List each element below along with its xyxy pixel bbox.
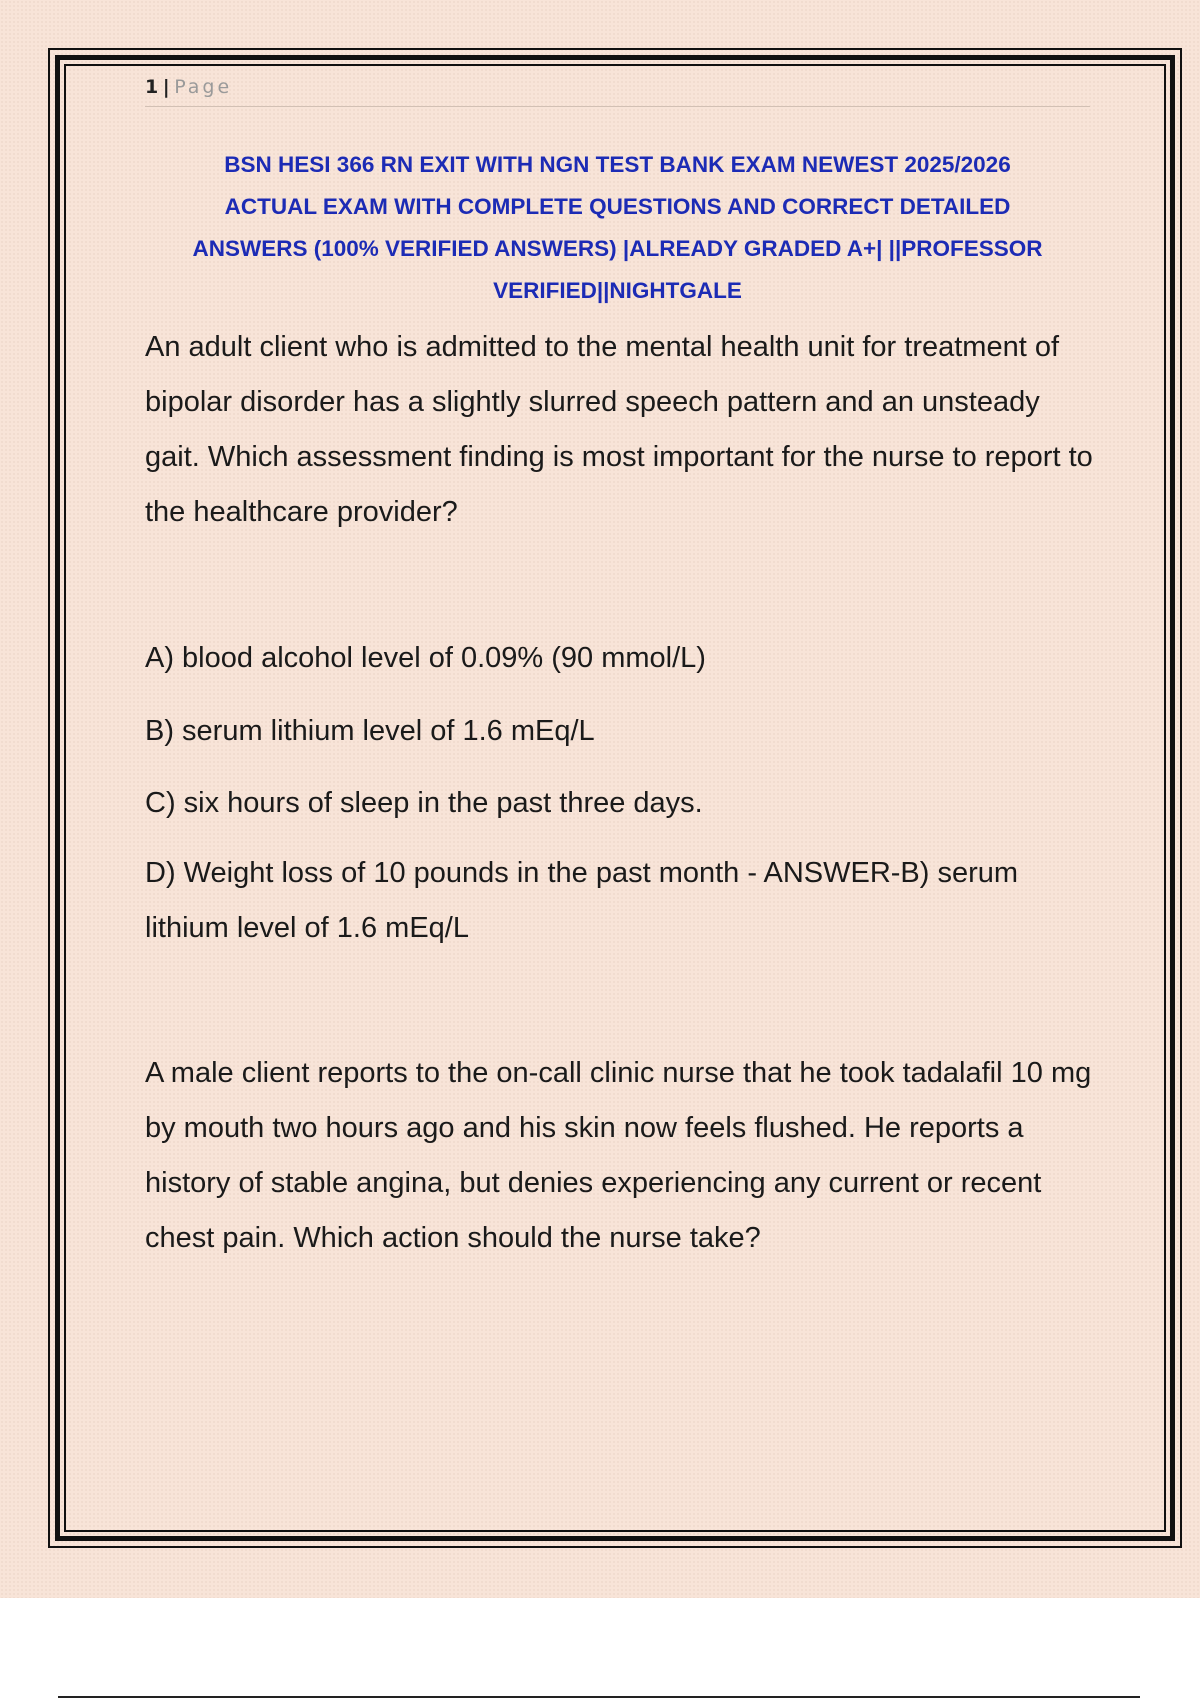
- page-number-header: [145, 76, 232, 98]
- page-word: Page: [174, 76, 233, 98]
- question-1-option-b: B) serum lithium level of 1.6 mEq/L: [145, 715, 595, 747]
- question-1-option-d-with-answer: D) Weight loss of 10 pounds in the past month - ANSWER-B) serum lithium level of 1.6 mEq/L: [145, 857, 1019, 944]
- footer-divider: [58, 1696, 1140, 1698]
- document-title: [145, 144, 1090, 312]
- question-2-stem: A male client reports to the on-call clinic nurse that he took tadalafil 10 mg by mouth two hours ago and his skin now feels flushed. He reports a history of stable angina, but denies experiencing any current or recent chest pain. Which action should the nurse take?: [145, 1057, 1092, 1254]
- title-line-1: BSN HESI 366 RN EXIT WITH NGN TEST BANK EXAM NEWEST 2025/2026: [224, 152, 1011, 177]
- title-line-3: ANSWERS (100% VERIFIED ANSWERS) |ALREADY GRADED A+| ||PROFESSOR: [192, 236, 1043, 261]
- header-divider: [145, 106, 1090, 107]
- page-number-separator: |: [162, 76, 171, 98]
- question-1-stem: An adult client who is admitted to the mental health unit for treatment of bipolar disorder has a slightly slurred speech pattern and an unsteady gait. Which assessment finding is most important for the nurse to report to the healthcare provider?: [145, 331, 1093, 528]
- question-1-option-a: A) blood alcohol level of 0.09% (90 mmol/L): [145, 642, 706, 674]
- page-number: 1: [145, 76, 159, 98]
- question-1-option-c: C) six hours of sleep in the past three days.: [145, 787, 703, 819]
- title-line-2: ACTUAL EXAM WITH COMPLETE QUESTIONS AND CORRECT DETAILED: [224, 194, 1011, 219]
- title-line-4: VERIFIED||NIGHTGALE: [493, 278, 742, 303]
